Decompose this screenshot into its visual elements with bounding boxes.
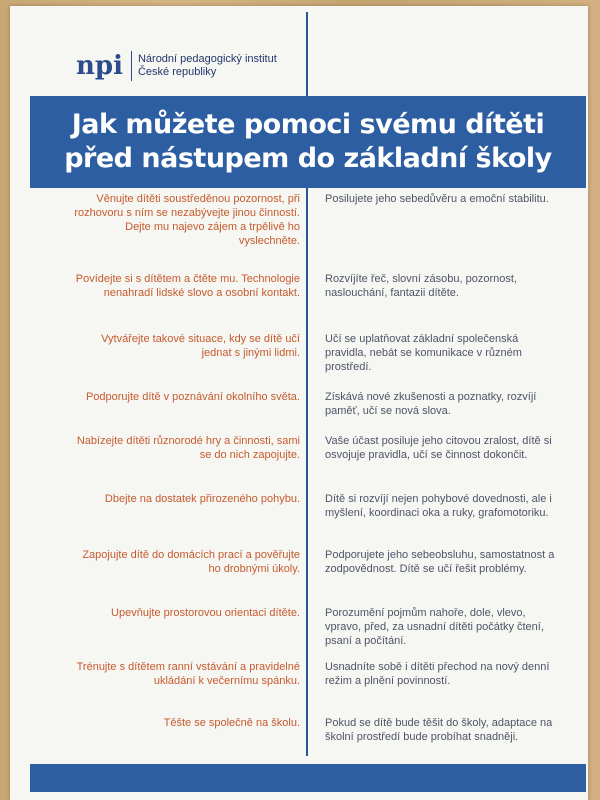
- tip-advice: Věnujte dítěti soustředěnou pozornost, při rozhovoru s ním se nezabývejte jinou činností. Dejte mu najevo zájem a trpělivě ho vyslechněte.: [74, 193, 300, 247]
- tip-benefit: Podporujete jeho sebeobsluhu, samostatnost a zodpovědnost. Dítě se učí řešit problémy.: [325, 549, 555, 575]
- tip-advice: Těšte se společně na školu.: [163, 717, 300, 729]
- tip-benefit: Rozvíjíte řeč, slovní zásobu, pozornost, naslouchání, fantazii dítěte.: [325, 273, 517, 299]
- tip-advice: Nabízejte dítěti různorodé hry a činnosti, sami se do nich zapojujte.: [76, 435, 300, 461]
- logo-text: [138, 53, 277, 79]
- page-title-line-1: Jak můžete pomoci svému dítěti: [71, 109, 545, 140]
- tip-advice: Trénujte s dítětem ranní vstávání a pravidelné ukládání k večernímu spánku.: [76, 661, 300, 687]
- title-band: [30, 96, 586, 188]
- tip-benefit: Získává nové zkušenosti a poznatky, rozvíjí paměť, učí se nová slova.: [325, 391, 537, 417]
- tip-advice: Dbejte na dostatek přirozeného pohybu.: [104, 493, 300, 505]
- page-title-line-2: před nástupem do základní školy: [64, 143, 552, 174]
- tip-advice: Vytvářejte takové situace, kdy se dítě učí jednat s jinými lidmi.: [101, 333, 300, 359]
- logo-mark: npi: [76, 51, 123, 81]
- bottom-band: [30, 764, 586, 792]
- tip-benefit: Učí se uplatňovat základní společenská pravidla, nebát se komunikace v různém prostředí.: [325, 333, 522, 373]
- tip-advice: Upevňujte prostorovou orientaci dítěte.: [111, 607, 300, 619]
- tip-benefit: Porozumění pojmům nahoře, dole, vlevo, vpravo, před, za usnadní dítěti počátky čtení, psaní a počítání.: [325, 607, 544, 647]
- logo-divider: [131, 51, 132, 81]
- center-divider-line: [306, 188, 308, 756]
- top-divider-line: [306, 12, 308, 96]
- tip-benefit: Usnadníte sobě i dítěti přechod na nový denní režim a plnění povinností.: [325, 661, 550, 687]
- tip-advice: Zapojujte dítě do domácích prací a pověřujte ho drobnými úkoly.: [82, 549, 300, 575]
- tip-benefit: Vaše účast posiluje jeho citovou zralost, dítě si osvojuje pravidla, učí se činnost dokončit.: [325, 435, 552, 461]
- poster-sheet: [10, 6, 588, 800]
- logo-line-1: Národní pedagogický institut: [137, 53, 277, 65]
- tip-benefit: Dítě si rozvíjí nejen pohybové dovednosti, ale i myšlení, koordinaci oka a ruky, grafomotoriku.: [325, 493, 552, 519]
- tip-benefit: Posilujete jeho sebedůvěru a emoční stabilitu.: [325, 193, 549, 205]
- tip-advice: Povídejte si s dítětem a čtěte mu. Technologie nenahradí lidské slovo a osobní kontakt.: [75, 273, 300, 299]
- tip-benefit: Pokud se dítě bude těšit do školy, adaptace na školní prostředí bude probíhat snadněji.: [325, 717, 553, 743]
- npi-logo: [76, 46, 277, 86]
- logo-line-2: České republiky: [137, 66, 217, 78]
- tip-advice: Podporujte dítě v poznávání okolního světa.: [85, 391, 300, 403]
